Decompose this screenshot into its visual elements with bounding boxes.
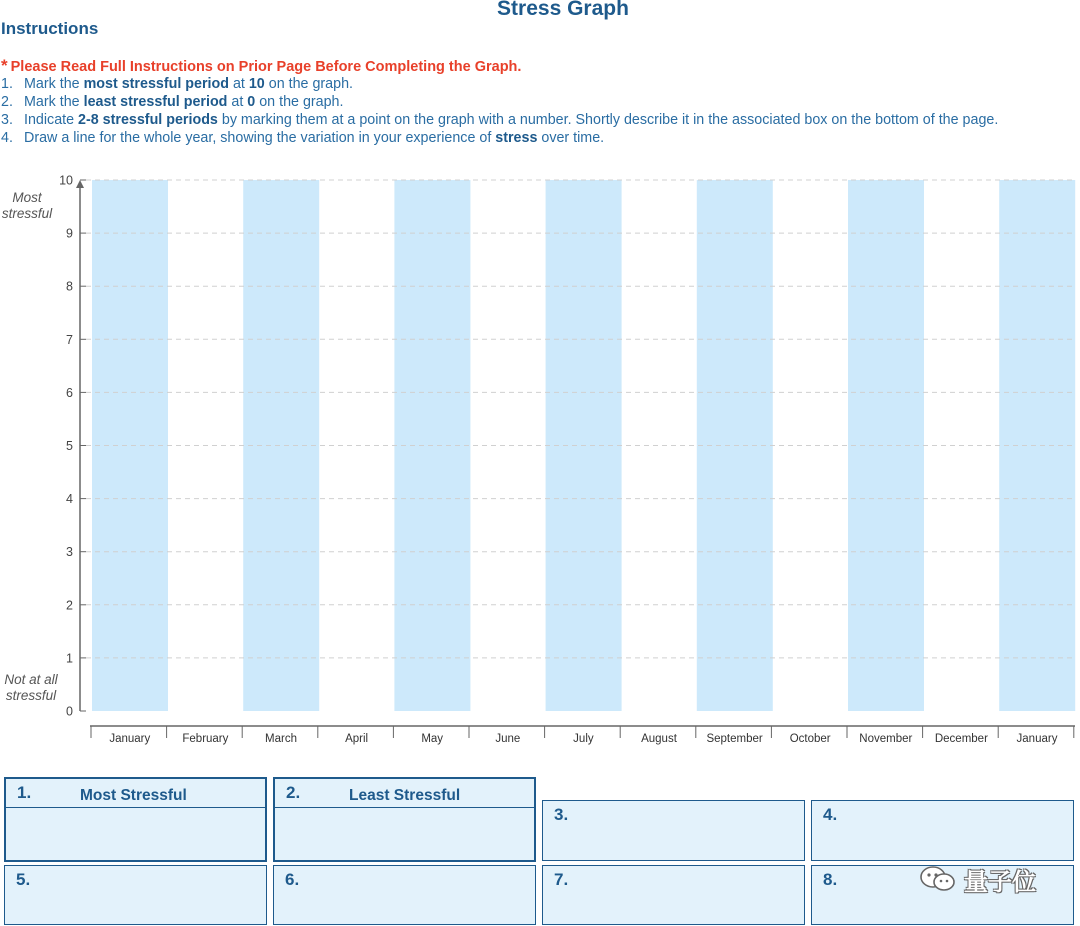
page-title: Stress Graph	[497, 0, 629, 20]
instruction-step-2: 2. Mark the least stressful period at 0 on the graph.	[1, 94, 344, 110]
x-tick-label-0: January	[109, 733, 151, 745]
instructions-note	[1, 56, 521, 76]
y-tick-label-2: 2	[66, 598, 73, 613]
instruction-step-1: 1. Mark the most stressful period at 10 on the graph.	[1, 76, 353, 92]
box-6[interactable]	[273, 865, 536, 925]
month-band-10	[848, 180, 924, 711]
note-text: Please Read Full Instructions on Prior Page Before Completing the Graph.	[10, 59, 522, 75]
box-3-number: 3.	[554, 805, 569, 824]
y-tick-label-7: 7	[66, 332, 73, 347]
x-tick-label-8: September	[706, 733, 763, 745]
box-7[interactable]	[542, 865, 805, 925]
x-tick-label-1: February	[182, 733, 229, 745]
x-tick-label-9: October	[789, 733, 831, 745]
y-axis-arrow	[76, 180, 84, 188]
month-band-0	[92, 180, 168, 711]
x-tick-label-3: April	[345, 733, 369, 745]
stress-chart[interactable]	[0, 160, 1080, 750]
x-tick-label-5: June	[495, 733, 521, 745]
watermark-text: 量子位	[964, 868, 1036, 896]
box-1-number: 1.	[17, 783, 32, 802]
y-tick-label-1: 1	[66, 651, 73, 666]
box-7-number: 7.	[554, 870, 569, 889]
instructions-heading: Instructions	[1, 19, 99, 38]
box-4[interactable]	[811, 800, 1074, 861]
box-6-number: 6.	[285, 870, 300, 889]
month-band-2	[243, 180, 319, 711]
box-2-header	[275, 779, 534, 808]
y-tick-label-6: 6	[66, 385, 73, 400]
y-tick-label-9: 9	[66, 226, 73, 241]
box-1-header	[6, 779, 265, 808]
month-band-12	[999, 180, 1075, 711]
watermark	[918, 862, 1036, 896]
box-4-number: 4.	[823, 805, 838, 824]
x-tick-label-12: January	[1016, 733, 1058, 745]
x-tick-label-6: July	[573, 733, 594, 745]
box-1[interactable]	[4, 777, 267, 862]
x-tick-label-4: May	[421, 733, 444, 745]
box-2[interactable]	[273, 777, 536, 862]
box-5[interactable]	[4, 865, 267, 925]
y-tick-label-3: 3	[66, 545, 73, 560]
y-tick-label-0: 0	[66, 704, 73, 719]
y-tick-label-4: 4	[66, 492, 73, 507]
instruction-steps	[1, 75, 998, 147]
y-tick-label-10: 10	[59, 173, 73, 188]
box-2-number: 2.	[286, 783, 301, 802]
x-tick-label-11: December	[934, 733, 988, 745]
x-tick-label-10: November	[859, 733, 913, 745]
instruction-step-4: 4. Draw a line for the whole year, showing the variation in your experience of stress over time.	[1, 130, 605, 146]
box-2-title: Least Stressful	[349, 787, 461, 804]
box-5-number: 5.	[16, 870, 31, 889]
y-tick-label-5: 5	[66, 439, 73, 453]
instruction-step-3: 3. Indicate 2-8 stressful periods by marking them at a point on the graph with a number. Shortly describe it in the associated box on the bottom of the page.	[1, 112, 999, 128]
box-8-number: 8.	[823, 870, 838, 889]
x-tick-label-7: August	[641, 733, 677, 745]
x-tick-label-2: March	[265, 733, 297, 745]
y-bottom-label: Not at all stressful	[4, 672, 58, 703]
note-star: *	[1, 56, 8, 75]
box-3[interactable]	[542, 800, 805, 861]
y-tick-label-8: 8	[66, 279, 73, 294]
box-1-title: Most Stressful	[80, 787, 187, 804]
y-top-label: Most stressful	[1, 190, 53, 221]
wechat-icon	[918, 864, 958, 894]
